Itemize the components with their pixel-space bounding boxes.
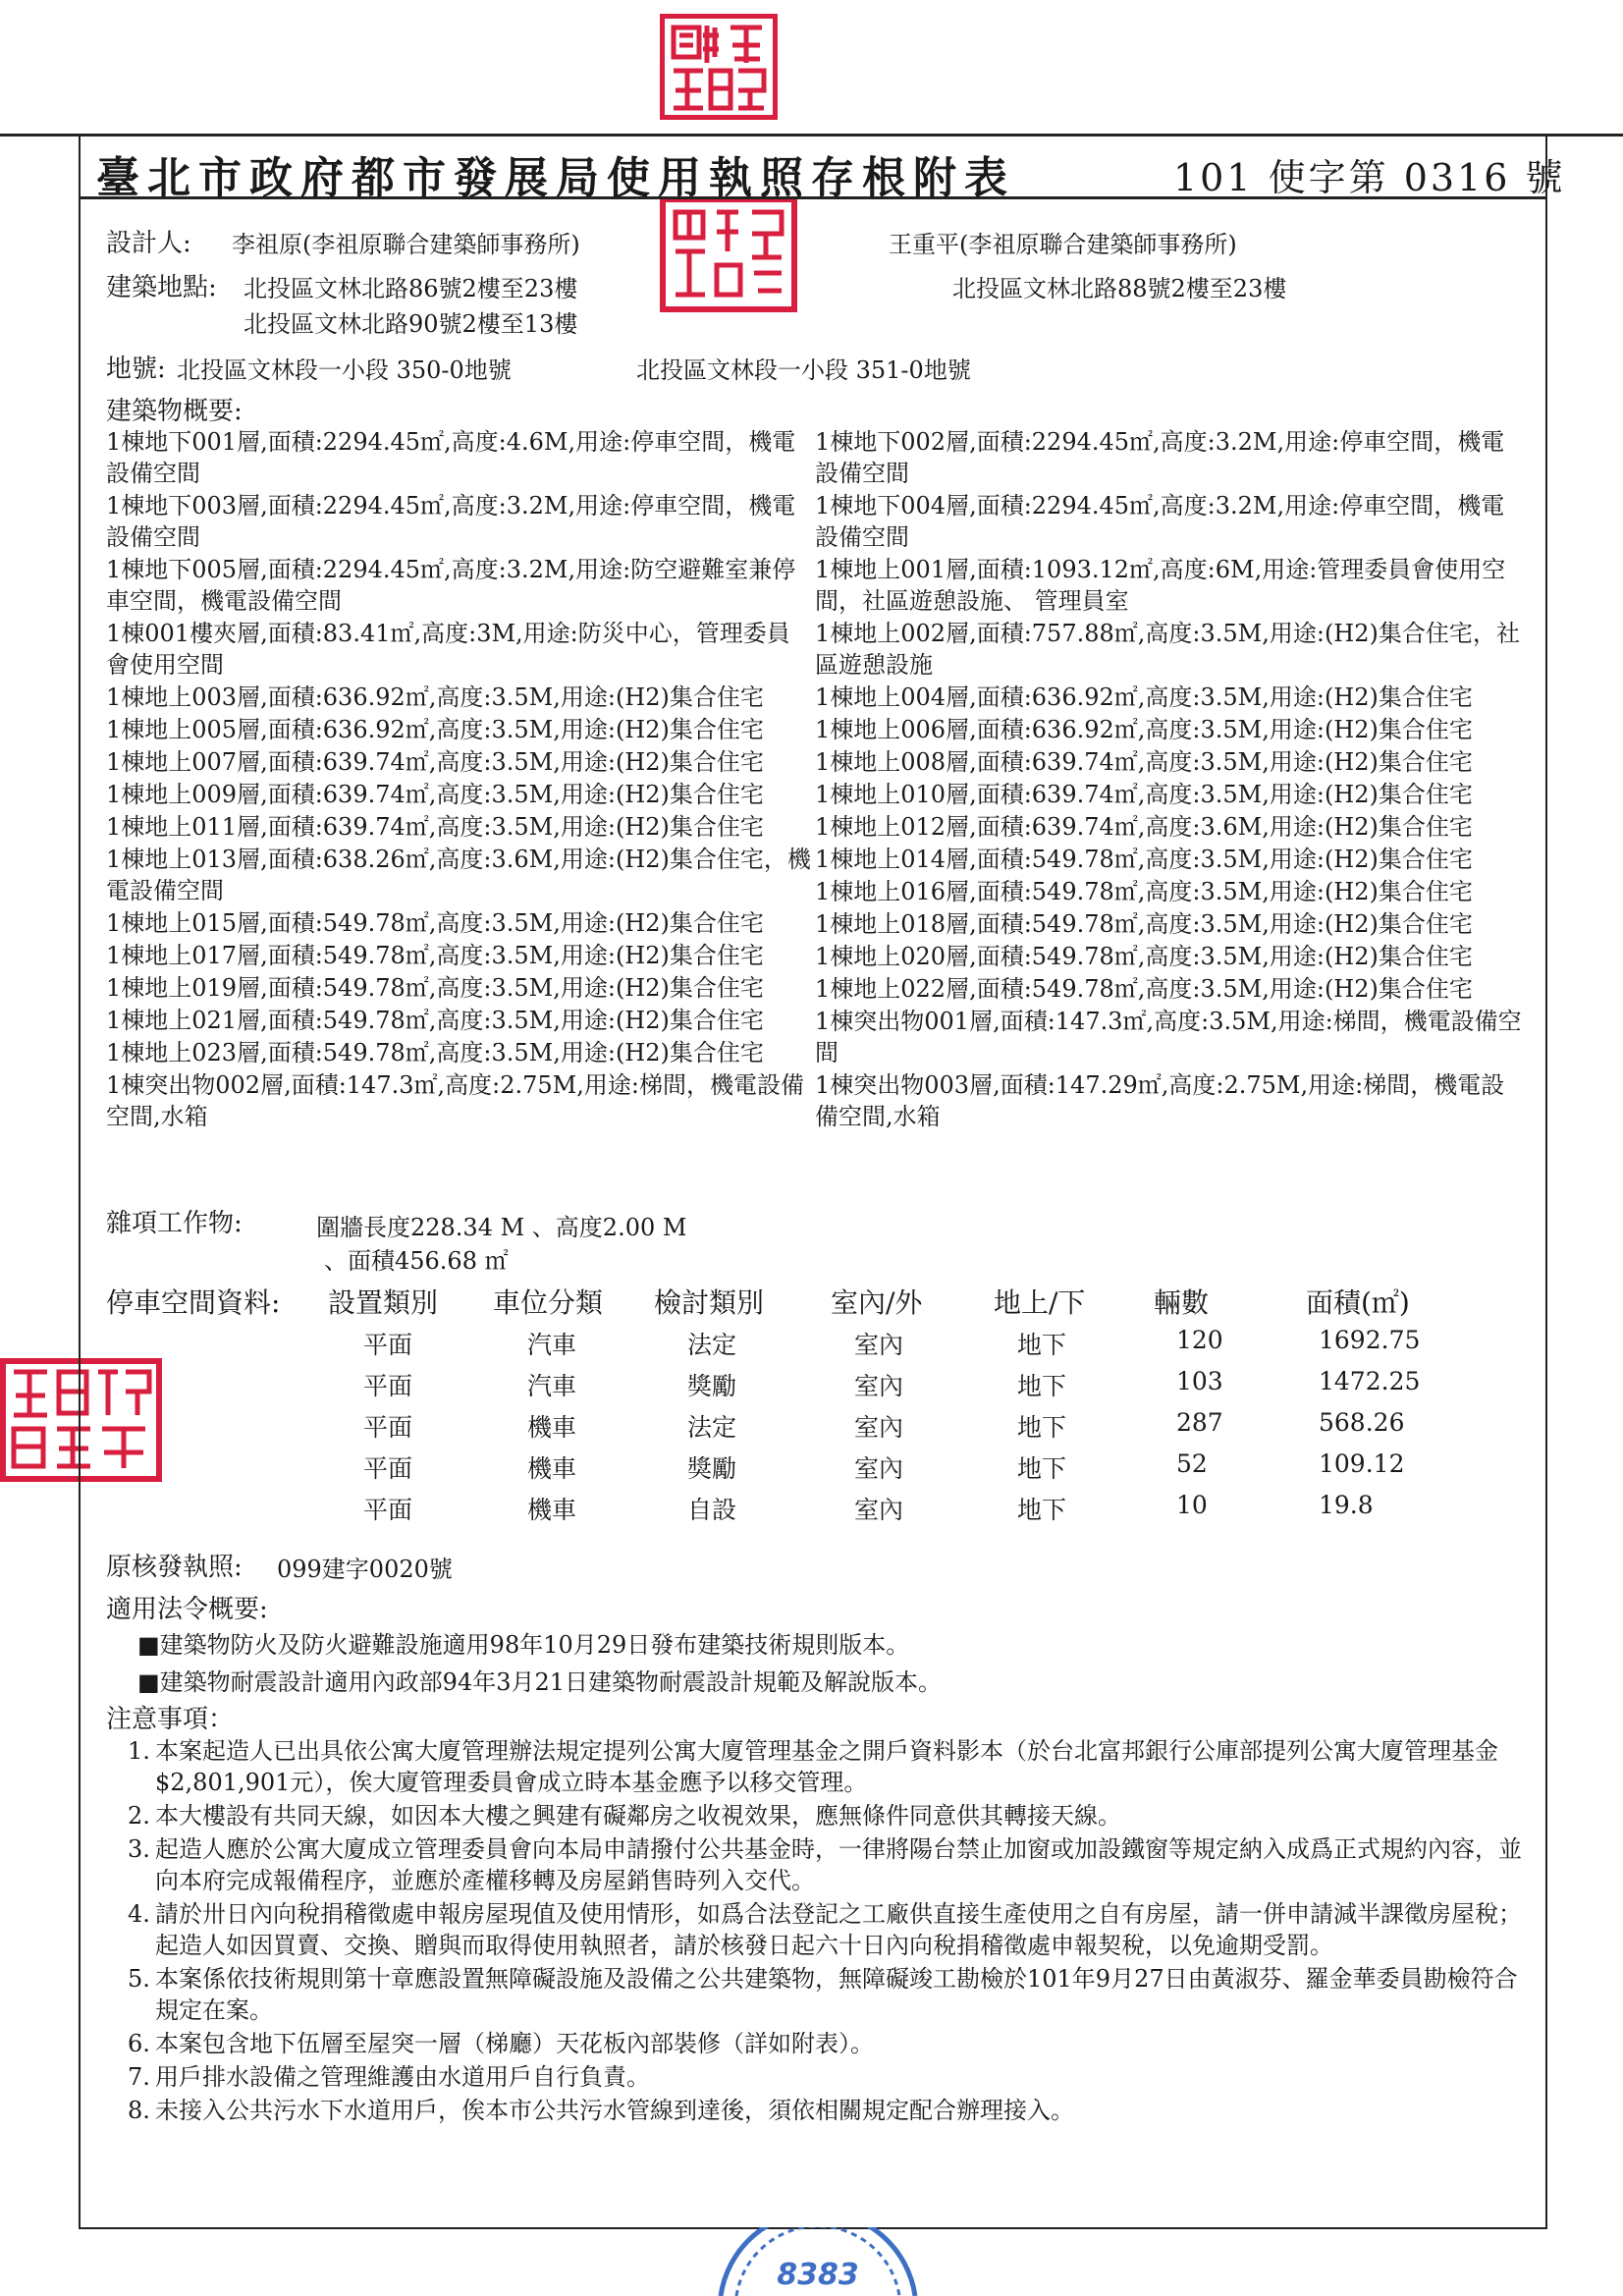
building-item: 1棟地上006層,面積:636.92㎡,高度:3.5M,用途:(H2)集合住宅 xyxy=(815,716,1473,743)
parking-cell: 地下 xyxy=(1017,1413,1067,1442)
misc-line2: 、面積456.68 ㎡ xyxy=(324,1247,509,1275)
notes-list xyxy=(128,1735,1527,2128)
parking-header: 室內/外 xyxy=(831,1286,923,1319)
notes-label: 注意事項： xyxy=(106,1705,235,1734)
site-label: 建築地點: xyxy=(106,273,217,302)
parking-cell: 120 xyxy=(1176,1326,1223,1354)
parking-cell: 平面 xyxy=(363,1372,413,1400)
note-text: 本案係依技術規則第十章應設置無障礙設施及設備之公共建築物，無障礙竣工勘檢於101年9月27日由黃淑芬、羅金華委員勘檢符合規定在案。 xyxy=(155,1965,1518,2024)
note-number: 7. xyxy=(128,2063,150,2091)
site-line1: 北投區文林北路86號2樓至23樓 xyxy=(243,275,578,302)
parking-cell: 52 xyxy=(1176,1449,1208,1478)
parking-cell: 103 xyxy=(1176,1367,1223,1395)
note-text: 起造人應於公寓大廈成立管理委員會向本局申請撥付公共基金時，一律將陽台禁止加窗或加設鐵窗等規定納入成爲正式規約內容，並向本府完成報備程序，並應於產權移轉及房屋銷售時列入交代。 xyxy=(155,1835,1522,1894)
note-number: 5. xyxy=(128,1965,150,1993)
parking-header: 設置類別 xyxy=(328,1286,439,1319)
building-item: 1棟地上001層,面積:1093.12㎡,高度:6M,用途:管理委員會使用空間，社區遊憩設施、 管理員室 xyxy=(815,556,1506,615)
blue-seal-bottom xyxy=(715,2227,921,2296)
lot-label: 地號: xyxy=(106,355,166,384)
building-item: 1棟地上007層,面積:639.74㎡,高度:3.5M,用途:(H2)集合住宅 xyxy=(106,748,764,776)
parking-cell: 19.8 xyxy=(1319,1491,1374,1519)
parking-cell: 地下 xyxy=(1017,1496,1067,1524)
parking-cell: 獎勵 xyxy=(687,1372,737,1400)
seal-number: 8383 xyxy=(777,2258,859,2292)
note-text: 本案起造人已出具依公寓大廈管理辦法規定提列公寓大廈管理基金之開戶資料影本（於台北富邦銀行公庫部提列公寓大廈管理基金$2,801,901元），俟大廈管理委員會成立時本基金應予以移交管理。 xyxy=(155,1737,1498,1796)
parking-header: 地上/下 xyxy=(994,1286,1086,1319)
note-number: 3. xyxy=(128,1835,150,1863)
note-item xyxy=(128,1800,1527,1831)
note-item xyxy=(128,1963,1527,2026)
parking-cell: 1692.75 xyxy=(1319,1326,1421,1354)
parking-cell: 機車 xyxy=(527,1413,577,1442)
building-item: 1棟地上004層,面積:636.92㎡,高度:3.5M,用途:(H2)集合住宅 xyxy=(815,683,1473,711)
parking-cell: 109.12 xyxy=(1319,1449,1405,1478)
parking-cell: 室內 xyxy=(854,1372,904,1400)
parking-cell: 地下 xyxy=(1017,1372,1067,1400)
building-label: 建築物概要: xyxy=(106,397,243,426)
parking-cell: 法定 xyxy=(687,1331,737,1359)
parking-cell: 10 xyxy=(1176,1491,1208,1519)
building-item: 1棟地上022層,面積:549.78㎡,高度:3.5M,用途:(H2)集合住宅 xyxy=(815,975,1473,1003)
note-text: 本案包含地下伍層至屋突一層（梯廳）天花板內部裝修（詳如附表）。 xyxy=(155,2030,874,2057)
building-item: 1棟地下002層,面積:2294.45㎡,高度:3.2M,用途:停車空間，機電設備空間 xyxy=(815,428,1505,487)
parking-header: 面積(㎡) xyxy=(1306,1286,1410,1319)
note-text: 本大樓設有共同天線，如因本大樓之興建有礙鄰房之收視效果，應無條件同意供其轉接天線。 xyxy=(155,1802,1121,1830)
parking-header: 輛數 xyxy=(1154,1286,1210,1319)
building-item: 1棟地上023層,面積:549.78㎡,高度:3.5M,用途:(H2)集合住宅 xyxy=(106,1039,764,1066)
parking-label: 停車空間資料: xyxy=(106,1286,281,1319)
note-item xyxy=(128,2028,1527,2059)
building-item: 1棟地上019層,面積:549.78㎡,高度:3.5M,用途:(H2)集合住宅 xyxy=(106,974,764,1002)
building-item: 1棟地上003層,面積:636.92㎡,高度:3.5M,用途:(H2)集合住宅 xyxy=(106,683,764,711)
designer-right: 王重平(李祖原聯合建築師事務所) xyxy=(889,231,1237,258)
misc-line1: 圍牆長度228.34 M 、高度2.00 M xyxy=(316,1214,687,1241)
building-item: 1棟地上017層,面積:549.78㎡,高度:3.5M,用途:(H2)集合住宅 xyxy=(106,942,764,969)
original-permit-value: 099建字0020號 xyxy=(277,1556,453,1583)
parking-cell: 自設 xyxy=(687,1496,737,1524)
note-item xyxy=(128,1833,1527,1896)
note-text: 用戶排水設備之管理維護由水道用戶自行負責。 xyxy=(155,2063,650,2091)
parking-cell: 地下 xyxy=(1017,1454,1067,1483)
note-number: 2. xyxy=(128,1802,150,1830)
note-number: 1. xyxy=(128,1737,150,1765)
laws-label: 適用法令概要: xyxy=(106,1595,268,1624)
note-item xyxy=(128,2061,1527,2093)
original-permit-label: 原核發執照: xyxy=(106,1553,243,1582)
building-item: 1棟地上012層,面積:639.74㎡,高度:3.6M,用途:(H2)集合住宅 xyxy=(815,813,1473,841)
building-item: 1棟001樓夾層,面積:83.41㎡,高度:3M,用途:防災中心，管理委員會使用空間 xyxy=(106,620,790,679)
parking-cell: 機車 xyxy=(527,1454,577,1483)
lot-right: 北投區文林段一小段 351-0地號 xyxy=(636,356,971,384)
building-item: 1棟地上014層,面積:549.78㎡,高度:3.5M,用途:(H2)集合住宅 xyxy=(815,846,1473,873)
site-line2: 北投區文林北路90號2樓至13樓 xyxy=(243,310,578,338)
building-item: 1棟地下005層,面積:2294.45㎡,高度:3.2M,用途:防空避難室兼停車空間，機電設備空間 xyxy=(106,556,796,615)
misc-label: 雜項工作物: xyxy=(106,1209,243,1238)
parking-cell: 平面 xyxy=(363,1454,413,1483)
building-item: 1棟突出物002層,面積:147.3㎡,高度:2.75M,用途:梯間，機電設備空間,水箱 xyxy=(106,1071,804,1130)
parking-cell: 室內 xyxy=(854,1454,904,1483)
parking-cell: 室內 xyxy=(854,1331,904,1359)
parking-cell: 室內 xyxy=(854,1413,904,1442)
building-item: 1棟地下001層,面積:2294.45㎡,高度:4.6M,用途:停車空間，機電設備空間 xyxy=(106,428,796,487)
note-item xyxy=(128,1898,1527,1961)
note-item xyxy=(128,1735,1527,1798)
building-item: 1棟地上005層,面積:636.92㎡,高度:3.5M,用途:(H2)集合住宅 xyxy=(106,716,764,743)
parking-cell: 汽車 xyxy=(527,1331,577,1359)
building-item: 1棟地上013層,面積:638.26㎡,高度:3.6M,用途:(H2)集合住宅，機電設備空間 xyxy=(106,846,811,904)
note-number: 6. xyxy=(128,2030,150,2057)
building-item: 1棟地上015層,面積:549.78㎡,高度:3.5M,用途:(H2)集合住宅 xyxy=(106,909,764,937)
parking-cell: 汽車 xyxy=(527,1372,577,1400)
building-item: 1棟地上016層,面積:549.78㎡,高度:3.5M,用途:(H2)集合住宅 xyxy=(815,878,1473,905)
site-line1-right: 北投區文林北路88號2樓至23樓 xyxy=(952,275,1287,302)
page-title: 臺北市政府都市發展局使用執照存根附表 xyxy=(96,153,1015,203)
parking-cell: 1472.25 xyxy=(1319,1367,1421,1395)
building-item: 1棟突出物001層,面積:147.3㎡,高度:3.5M,用途:梯間，機電設備空間 xyxy=(815,1008,1522,1066)
building-item: 1棟地上011層,面積:639.74㎡,高度:3.5M,用途:(H2)集合住宅 xyxy=(106,813,764,841)
parking-cell: 平面 xyxy=(363,1496,413,1524)
note-number: 8. xyxy=(128,2097,150,2124)
parking-cell: 法定 xyxy=(687,1413,737,1442)
note-number: 4. xyxy=(128,1900,150,1928)
parking-cell: 568.26 xyxy=(1319,1408,1405,1437)
building-item: 1棟地上021層,面積:549.78㎡,高度:3.5M,用途:(H2)集合住宅 xyxy=(106,1007,764,1034)
building-item: 1棟地下004層,面積:2294.45㎡,高度:3.2M,用途:停車空間，機電設備空間 xyxy=(815,492,1505,551)
building-item: 1棟地上009層,面積:639.74㎡,高度:3.5M,用途:(H2)集合住宅 xyxy=(106,781,764,808)
law-item: ■建築物防火及防火避難設施適用98年10月29日發布建築技術規則版本。 xyxy=(137,1631,910,1659)
building-item: 1棟地下003層,面積:2294.45㎡,高度:3.2M,用途:停車空間，機電設備空間 xyxy=(106,492,796,551)
parking-cell: 機車 xyxy=(527,1496,577,1524)
parking-cell: 287 xyxy=(1176,1408,1223,1437)
building-item: 1棟地上008層,面積:639.74㎡,高度:3.5M,用途:(H2)集合住宅 xyxy=(815,748,1473,776)
parking-header: 車位分類 xyxy=(493,1286,604,1319)
building-item: 1棟突出物003層,面積:147.29㎡,高度:2.75M,用途:梯間，機電設備空間,水箱 xyxy=(815,1071,1505,1130)
parking-cell: 地下 xyxy=(1017,1331,1067,1359)
note-text: 未接入公共污水下水道用戶，俟本市公共污水管線到達後，須依相關規定配合辦理接入。 xyxy=(155,2097,1074,2124)
law-item: ■建築物耐震設計適用內政部94年3月21日建築物耐震設計規範及解說版本。 xyxy=(137,1668,943,1696)
red-stamp-top xyxy=(660,14,778,120)
permit-number: 101 使字第 0316 號 xyxy=(1173,156,1566,199)
note-item xyxy=(128,2095,1527,2126)
building-item: 1棟地上020層,面積:549.78㎡,高度:3.5M,用途:(H2)集合住宅 xyxy=(815,943,1473,970)
parking-cell: 獎勵 xyxy=(687,1454,737,1483)
lot-left: 北投區文林段一小段 350-0地號 xyxy=(177,356,512,384)
building-item: 1棟地上010層,面積:639.74㎡,高度:3.5M,用途:(H2)集合住宅 xyxy=(815,781,1473,808)
parking-cell: 平面 xyxy=(363,1331,413,1359)
parking-cell: 平面 xyxy=(363,1413,413,1442)
parking-header: 檢討類別 xyxy=(654,1286,765,1319)
note-text: 請於卅日內向稅捐稽徵處申報房屋現值及使用情形，如爲合法登記之工廠供直接生產使用之自有房屋，請一併申請減半課徵房屋稅；起造人如因買賣、交換、贈與而取得使用執照者，請於核發日起六十日內向稅捐稽徵處申報契稅，以免逾期受罰。 xyxy=(155,1900,1522,1959)
designer-left: 李祖原(李祖原聯合建築師事務所) xyxy=(232,231,580,258)
designer-label: 設計人: xyxy=(106,229,191,258)
parking-cell: 室內 xyxy=(854,1496,904,1524)
building-item: 1棟地上018層,面積:549.78㎡,高度:3.5M,用途:(H2)集合住宅 xyxy=(815,910,1473,938)
building-item: 1棟地上002層,面積:757.88㎡,高度:3.5M,用途:(H2)集合住宅，社區遊憩設施 xyxy=(815,620,1520,679)
building-left-column xyxy=(106,426,813,1133)
building-right-column xyxy=(815,426,1522,1133)
